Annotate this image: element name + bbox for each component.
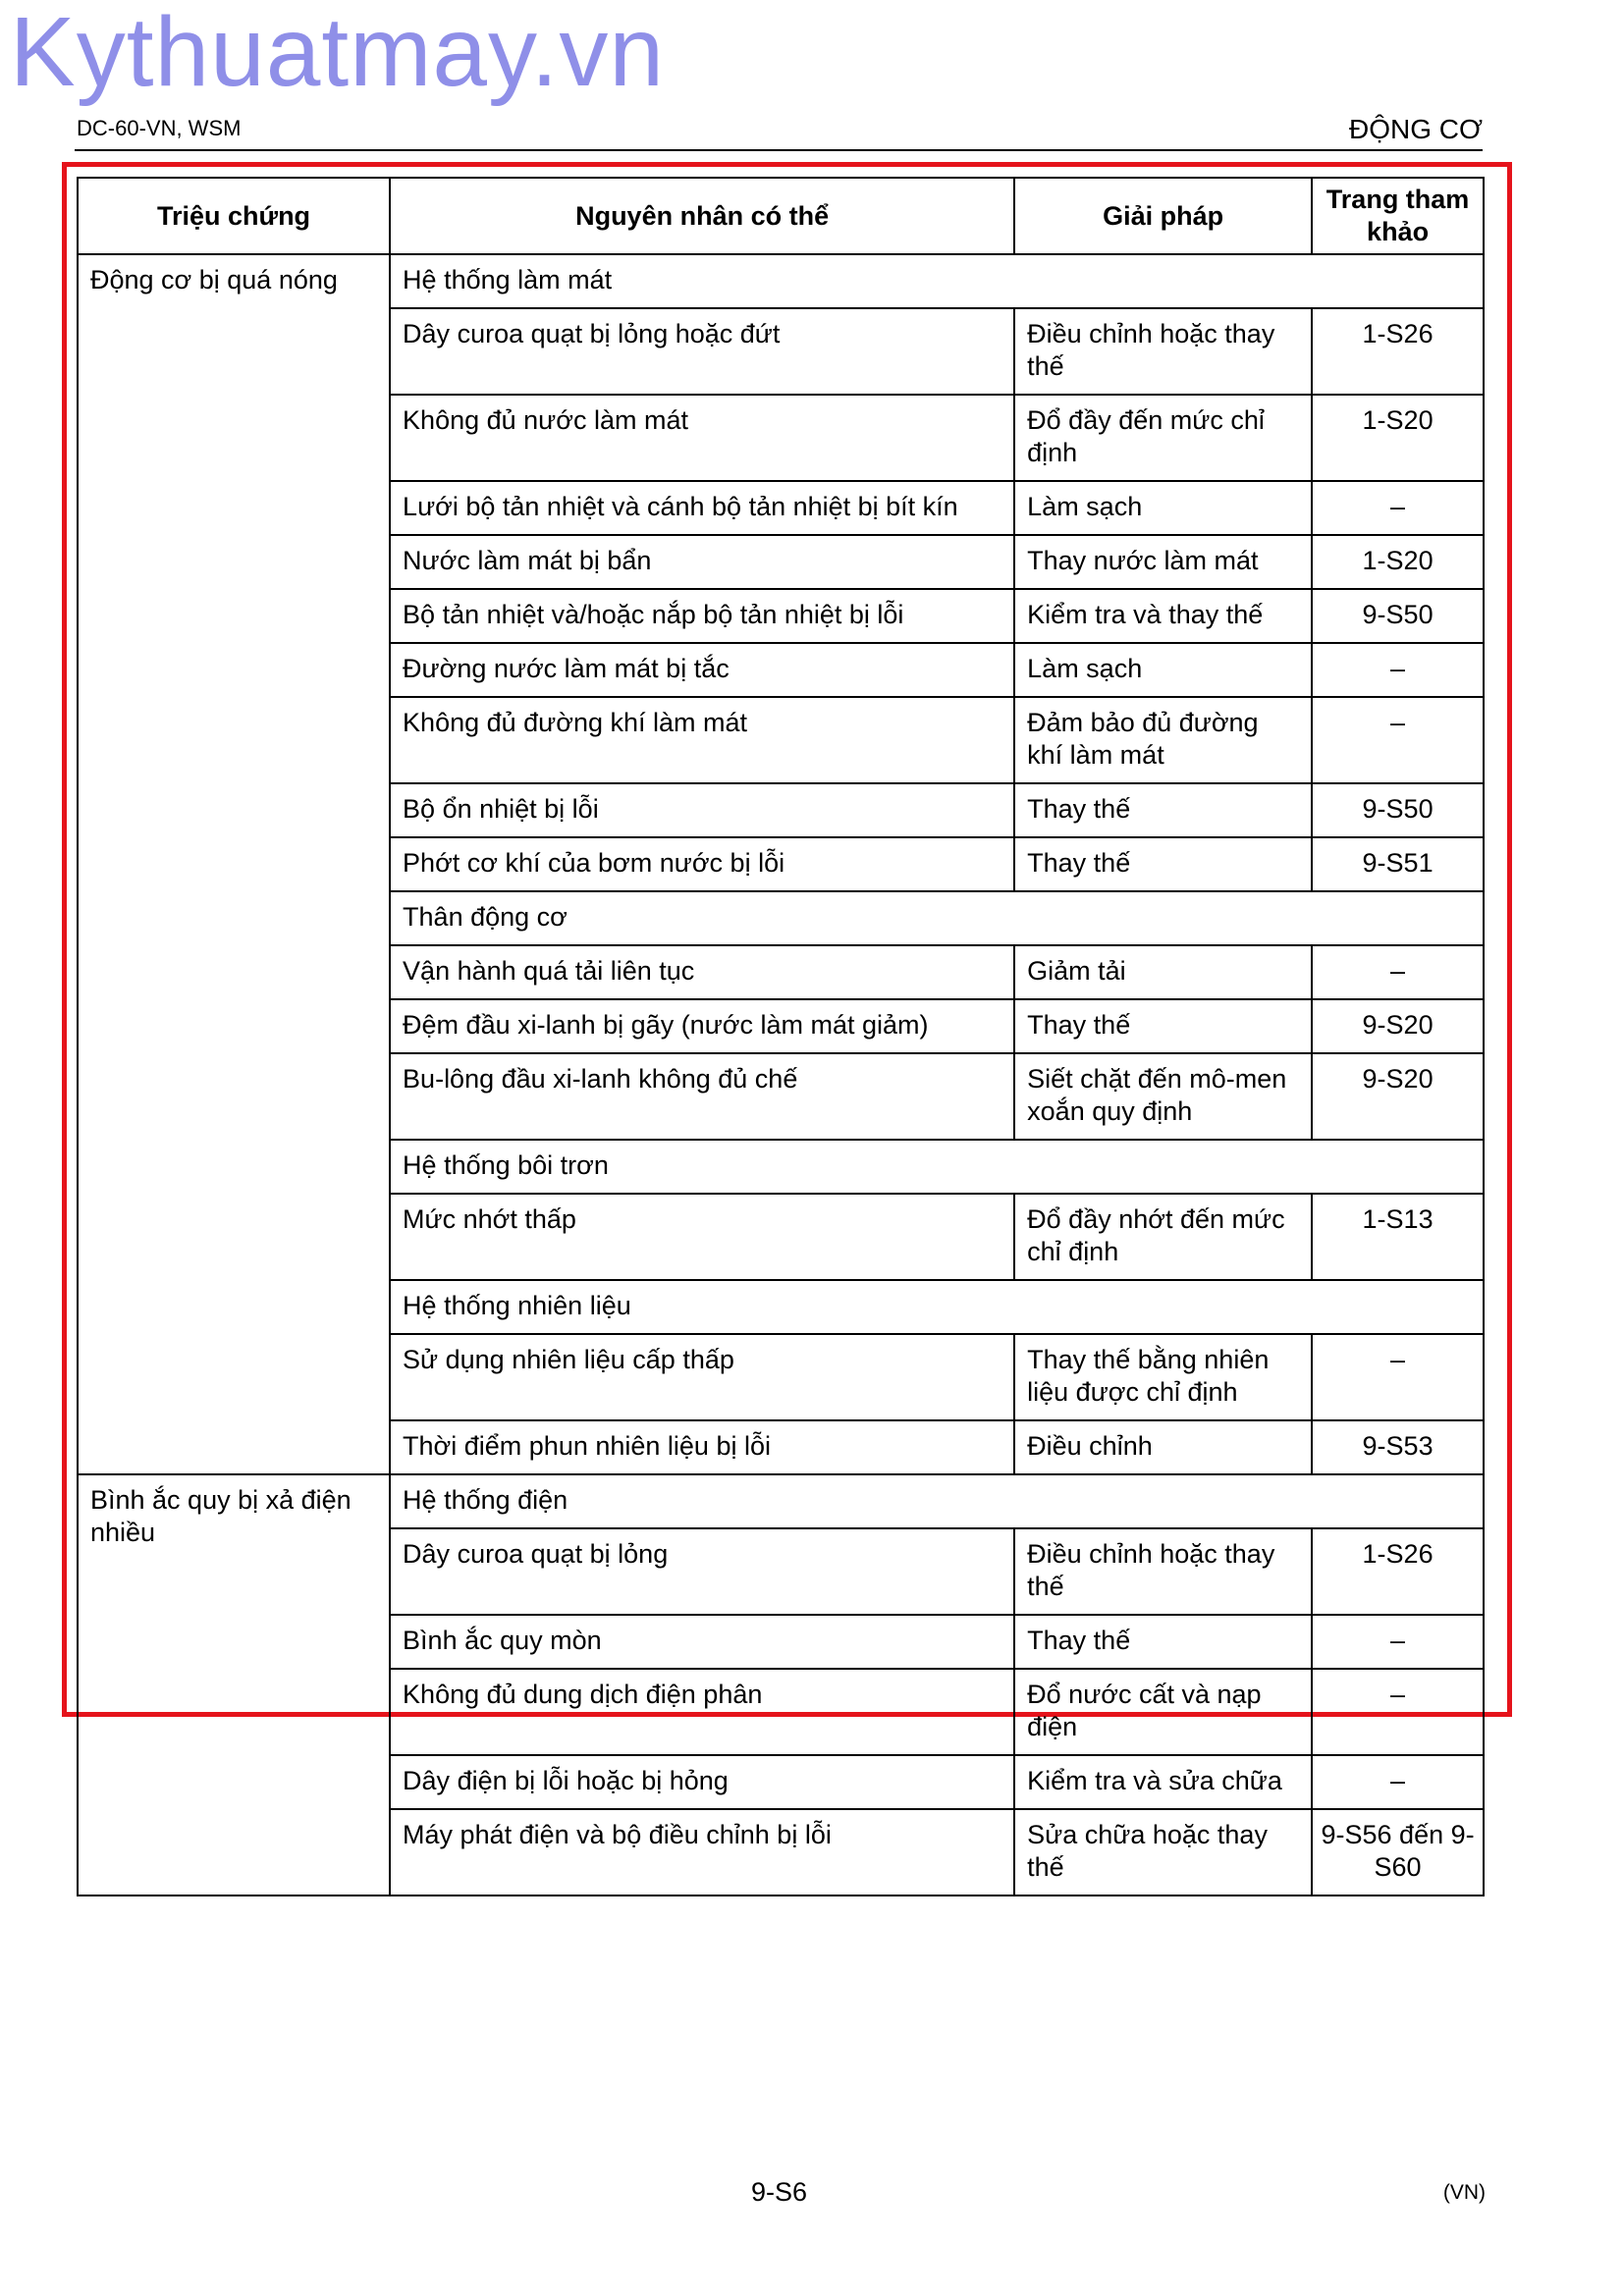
cause-cell: Không đủ nước làm mát xyxy=(390,395,1014,481)
cause-cell: Không đủ dung dịch điện phân xyxy=(390,1669,1014,1755)
category-cell: Hệ thống làm mát xyxy=(390,254,1484,308)
reference-cell: – xyxy=(1312,1755,1484,1809)
column-header-reference: Trang tham khảo xyxy=(1312,178,1484,254)
cause-cell: Lưới bộ tản nhiệt và cánh bộ tản nhiệt bị bít kín xyxy=(390,481,1014,535)
solution-cell: Làm sạch xyxy=(1014,643,1312,697)
solution-cell: Điều chỉnh hoặc thay thế xyxy=(1014,1528,1312,1615)
cause-cell: Bộ ổn nhiệt bị lỗi xyxy=(390,783,1014,837)
reference-cell: – xyxy=(1312,1615,1484,1669)
cause-cell: Nước làm mát bị bẩn xyxy=(390,535,1014,589)
solution-cell: Thay thế xyxy=(1014,837,1312,891)
cause-cell: Bu-lông đầu xi-lanh không đủ chế xyxy=(390,1053,1014,1140)
header-divider xyxy=(75,149,1483,151)
reference-cell: 9-S50 xyxy=(1312,783,1484,837)
column-header-cause: Nguyên nhân có thể xyxy=(390,178,1014,254)
solution-cell: Điều chỉnh hoặc thay thế xyxy=(1014,308,1312,395)
cause-cell: Thời điểm phun nhiên liệu bị lỗi xyxy=(390,1420,1014,1474)
cause-cell: Không đủ đường khí làm mát xyxy=(390,697,1014,783)
solution-cell: Sửa chữa hoặc thay thế xyxy=(1014,1809,1312,1896)
solution-cell: Làm sạch xyxy=(1014,481,1312,535)
cause-cell: Đệm đầu xi-lanh bị gãy (nước làm mát giảm) xyxy=(390,999,1014,1053)
reference-cell: 9-S56 đến 9-S60 xyxy=(1312,1809,1484,1896)
solution-cell: Đảm bảo đủ đường khí làm mát xyxy=(1014,697,1312,783)
solution-cell: Kiểm tra và sửa chữa xyxy=(1014,1755,1312,1809)
reference-cell: – xyxy=(1312,481,1484,535)
cause-cell: Phớt cơ khí của bơm nước bị lỗi xyxy=(390,837,1014,891)
cause-cell: Sử dụng nhiên liệu cấp thấp xyxy=(390,1334,1014,1420)
cause-cell: Bình ắc quy mòn xyxy=(390,1615,1014,1669)
reference-cell: 9-S50 xyxy=(1312,589,1484,643)
reference-cell: 9-S51 xyxy=(1312,837,1484,891)
reference-cell: – xyxy=(1312,1669,1484,1755)
reference-cell: 1-S13 xyxy=(1312,1194,1484,1280)
symptom-cell: Bình ắc quy bị xả điện nhiều xyxy=(78,1474,390,1896)
category-cell: Thân động cơ xyxy=(390,891,1484,945)
table-body xyxy=(78,254,1484,1896)
cause-cell: Mức nhớt thấp xyxy=(390,1194,1014,1280)
category-cell: Hệ thống điện xyxy=(390,1474,1484,1528)
column-header-symptom: Triệu chứng xyxy=(78,178,390,254)
page-number: 9-S6 xyxy=(751,2177,808,2207)
reference-cell: 1-S26 xyxy=(1312,1528,1484,1615)
table-subheader-row xyxy=(78,254,1484,308)
cause-cell: Máy phát điện và bộ điều chỉnh bị lỗi xyxy=(390,1809,1014,1896)
cause-cell: Dây điện bị lỗi hoặc bị hỏng xyxy=(390,1755,1014,1809)
troubleshooting-table xyxy=(77,177,1485,1896)
solution-cell: Thay nước làm mát xyxy=(1014,535,1312,589)
reference-cell: 9-S53 xyxy=(1312,1420,1484,1474)
reference-cell: 1-S20 xyxy=(1312,395,1484,481)
watermark-logo: Kythuatmay.vn xyxy=(10,0,666,107)
cause-cell: Đường nước làm mát bị tắc xyxy=(390,643,1014,697)
category-cell: Hệ thống bôi trơn xyxy=(390,1140,1484,1194)
cause-cell: Dây curoa quạt bị lỏng hoặc đứt xyxy=(390,308,1014,395)
solution-cell: Điều chỉnh xyxy=(1014,1420,1312,1474)
reference-cell: 1-S20 xyxy=(1312,535,1484,589)
reference-cell: 9-S20 xyxy=(1312,999,1484,1053)
solution-cell: Giảm tải xyxy=(1014,945,1312,999)
reference-cell: – xyxy=(1312,1334,1484,1420)
solution-cell: Thay thế xyxy=(1014,999,1312,1053)
cause-cell: Vận hành quá tải liên tục xyxy=(390,945,1014,999)
language-tag: (VN) xyxy=(1442,2181,1486,2204)
category-cell: Hệ thống nhiên liệu xyxy=(390,1280,1484,1334)
cause-cell: Dây curoa quạt bị lỏng xyxy=(390,1528,1014,1615)
solution-cell: Thay thế xyxy=(1014,1615,1312,1669)
cause-cell: Bộ tản nhiệt và/hoặc nắp bộ tản nhiệt bị lỗi xyxy=(390,589,1014,643)
reference-cell: – xyxy=(1312,945,1484,999)
solution-cell: Đổ đầy nhớt đến mức chỉ định xyxy=(1014,1194,1312,1280)
section-title: ĐỘNG CƠ xyxy=(1348,114,1483,144)
solution-cell: Thay thế bằng nhiên liệu được chỉ định xyxy=(1014,1334,1312,1420)
solution-cell: Đổ đầy đến mức chỉ định xyxy=(1014,395,1312,481)
reference-cell: – xyxy=(1312,697,1484,783)
column-header-solution: Giải pháp xyxy=(1014,178,1312,254)
solution-cell: Thay thế xyxy=(1014,783,1312,837)
reference-cell: 9-S20 xyxy=(1312,1053,1484,1140)
solution-cell: Đổ nước cất và nạp điện xyxy=(1014,1669,1312,1755)
solution-cell: Siết chặt đến mô-men xoắn quy định xyxy=(1014,1053,1312,1140)
table-header-row xyxy=(78,178,1484,254)
reference-cell: 1-S26 xyxy=(1312,308,1484,395)
solution-cell: Kiểm tra và thay thế xyxy=(1014,589,1312,643)
symptom-cell: Động cơ bị quá nóng xyxy=(78,254,390,1474)
document-code: DC-60-VN, WSM xyxy=(77,116,242,140)
table-subheader-row xyxy=(78,1474,1484,1528)
reference-cell: – xyxy=(1312,643,1484,697)
